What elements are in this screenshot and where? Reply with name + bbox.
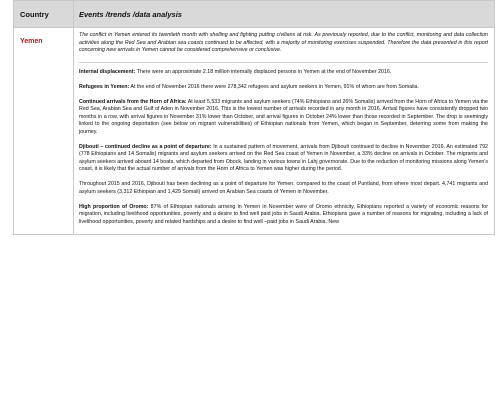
header-events: Events /trends /data analysis — [74, 1, 495, 28]
paragraph-text: At least 5,533 migrants and asylum seekers (74% Ethiopians and 26% Somalis) arrived from the Horn of Africa to Yemen via the Red Sea, Arabian Sea and Gulf of Aden in November 2016. This is the lowest number of arrivals recorded in any month in 2016. Arrival figures have consistently dropped two months in a row, with arrival figures in November 31% lower than October, and arrival figures in October 24% lower than those recorded in September. The drop is seemingly linked to the ongoing deportation (see below on migrant vulnerabilities) of Ethiopian nationals from Yemen, which began in September, deterring some from making the journey. — [79, 98, 488, 135]
paragraph-text: 87% of Ethiopian nationals arriving in Yemen in November were of Oromo ethnicity, Ethiopians reported a variety of economic reasons for migration, including livelihood opportunities, poverty and a desire to find well paid jobs in Saudi Arabia. Ethiopians gave a number of reasons for migrating, including a lack of livelihood opportunities, poverty and related hardships and a desire to find well –paid jobs in Saudi Arabia. New — [79, 203, 488, 225]
paragraph-refugees — [79, 84, 488, 92]
country-cell: Yemen — [14, 28, 74, 235]
events-cell — [74, 28, 495, 235]
paragraph-oromo — [79, 204, 488, 227]
table-header-row — [14, 1, 495, 28]
paragraph-horn-arrivals — [79, 99, 488, 137]
paragraph-djibouti — [79, 144, 488, 174]
report-table — [13, 0, 495, 235]
paragraph-text: In a sustained pattern of movement, arrivals from Djibouti continued to decline in November 2016. An estimated 792 (778 Ethiopians and 14 Somalis) migrants and asylum seekers arrived on the Red Sea coast of Yemen in November, a 33% decline on arrivals in October. The migrants and asylum seekers arrived aboard 14 boats, which departed from Obock, landing in various towns in Lahj governorate. Due to the reduction of monitoring missions along Yemen's coast, it is likely that the actual number of arrivals from the Horn of Africa to Yemen was higher during the period. — [79, 143, 488, 173]
paragraph-lead: Internal displacement: — [79, 68, 136, 75]
paragraph-lead: Continued arrivals from the Horn of Africa: — [79, 98, 187, 105]
paragraph-lead: High proportion of Oromo: — [79, 203, 149, 210]
paragraph-text: Throughout 2015 and 2016, Djibouti has been declining as a point of departure for Yemen, compared to the coast of Puntland, from where most depart. 4,741 migrants and asylum seekers (3,312 Ethiopian and 1,429 Somali) arrived on Arabian Sea coasts of Yemen in November. — [79, 181, 488, 195]
paragraph-internal-displacement — [79, 69, 488, 77]
paragraph-text: There were an approximate 2.18 million internally displaced persons in Yemen at the end of November 2016. — [135, 68, 392, 75]
table-row — [14, 28, 495, 235]
paragraph-lead: Refugees in Yemen: — [79, 83, 130, 90]
paragraph-puntland — [79, 181, 488, 196]
paragraph-lead: Djibouti – continued decline as a point of departure: — [79, 143, 212, 150]
intro-paragraph: The conflict in Yemen entered its twentieth month with shelling and fighting putting civilians at risk. As previously reported, due to the conflict, monitoring and data collection activities along the Red Sea and Arabian sea coasts continued to be affected, with a majority of monitoring exercises suspended. Therefore the data presented in this report concerning new arrivals in Yemen cannot be considered comprehensive or conclusive. — [79, 32, 488, 54]
section-divider — [79, 62, 488, 63]
header-country: Country — [14, 1, 74, 28]
paragraph-text: At the end of November 2016 there were 278,342 refugees and asylum seekers in Yemen, 91% of whom are from Somalia. — [129, 83, 419, 90]
